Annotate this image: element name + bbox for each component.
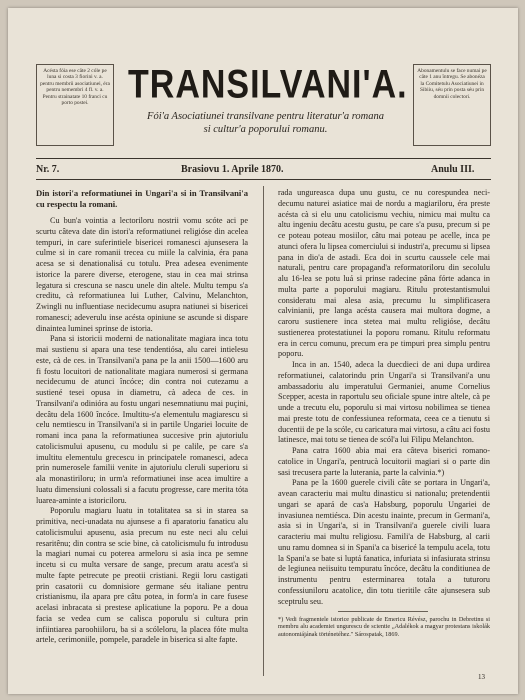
rule-bottom: [36, 179, 491, 180]
masthead: [8, 8, 518, 158]
paragraph: Pana si istoricii moderni de nationalitate magiara inca totu mai sustienu si apara una tese tendentiósa, alu carei intielesu este, cà de ces. in Transilvani'a pana pe la anii 1500—1600 aru fi fostu locuitori de nationalitate magiara numerosi si germana necidecumu de atunci încóce; din contra noi cutezamu a sustiené tesei opusa in diametru, cà adeca de ces. in Transilvani'a odinióra au fostu ungari nesemnatiunu mai puçini, decâtu dela 1600 încóce. Imultitu-s'a elementulu magiarescu si celu nemtiescu in Transilvani'a si in partile Ungariei locuite de romani inca pana la reformatiunea succesive prin ajutoriulu catolicismului apusenu, cu modulu si pe calile, pe care s'a imultitu elementulu grecescu in principatele romanesci, adeca prin numerosele familii venite in ajutoriulu cleruli superioru si ala monastiriloru; in urm'a reformatiunei inse acea imultire a luatu dimensiuni colossali si a facutu progresse, care merita tóta luarea-aminte a istoriciloru.: [36, 334, 248, 505]
paragraph: rada ungureasca dupa unu gustu, ce nu corespundea neci-decumu naturei asiatice mai de nordu a magiariloru, éra preste acésta cà si elu unu catolicismu vechiu, nimicu mai multu ca altu ingeniu decâtu acestu gustu, pe care s'a pusu, precum si pe ce poteau poteau mosiilor, câtu mai poteau pe acelle, inca pe atunci ofera lu lipsea comerciului si industri'a, precumu si lipsea pana in dio'a de astadi. Eca doi in scurtu caussele cele mai naturali, pentru care propagand'a reformatoriloru din secolulu alu 16-lea se potu luá si prinse radecine pâna fórte adanca in multa parte a poporului magiaru. Ritulu protestantismului consideratu mai alesa asia, precumu lu simplificasera calvinianii, pre langa acésta causera mai multora dogme, a caroru sustienere inca stetea mai multu religióse, decâtu sustienerea protestatiunei la poporu romanu. Ritulu reformatu era in cercu comunu, precum era pe timpuri prea simplu pentru poporu.: [278, 188, 490, 359]
paragraph: Pana pe la 1600 guerele civili câte se portara in Ungari'a, avean caracteriu mai multu dinasticu si nationalu; pretendentii ungari se apará de cas'a Habsburg, poporulu Ungariei de invasiunea nemtiésca. Din acestu inainte, precum in Germani'a, asia si in Ungari'a, si in Transilvani'a guerele civili luara caracteriu mai multu religiosu. Famili'a de Habsburg, al carii unu ramu domnea si in Spani'a ca bisericé la tempulu acela, totu la Spani'a se bate si luptá fanatica, infuriata si infasiurata strinsu de legiunea neiisuitu tempuratu încóce, decâtu la conditiunea de instrumentu pentru esterminarea totala a tuturoru confessiuniloru acatolice, din totu tieritile câte ajunsesera sub sceptrulu seu.: [278, 478, 490, 606]
paragraph: Poporulu magiaru luatu in totalitatea sa si in starea sa primitiva, neci-unadata nu ajunsese a fi aparatoriu fanaticu alu catolicismului apusenu, asia precum nu este neci alu celui resaritênu; din contra se scie bine, cà catolicismulu fu introdusu la magiari numai cu poterea armeloru si asia inca pe semne incetu si cu multa versare de sange, precum aratu acest'a si multe fapte petrecute pe preotii cristiani. Regii loru castigati prin casatorii cu domnisiore germane séu italiane pentru cristianismu, ila apara pre câtu potea, in form'a in care fusese acelasi inbracata si prestese aplicatiune la poporu. Pe a doua facia se vedea cum se calisca poporulu si cultura prin infiintiarea paroohiiloru, ba si a scóleloru, la placea fóte multa artele, cerimoniile, pompele, paradele in biserica si alte fapte.: [36, 506, 248, 645]
footnote-rule: [338, 611, 428, 612]
column-divider: [263, 186, 264, 676]
issue-number: Nr. 7.: [36, 164, 60, 175]
footnote: *) Vedi fragmentele istorice publicate de Emericu Révész, parochu in Debretinu si membru alu academiei ungurescu de scientie „Adalékok a magyar protestans iskolák autonomiájának történetéhez." Sárospatak, 1869.: [278, 616, 490, 638]
rule-top: [36, 158, 491, 159]
paragraph: Inca in an. 1540, adeca la duecdieci de ani dupa urdirea reformatiunei, calatorindu prin Ungari'a si Transilvani'a unu ambassadoriu alu imperatului Germaniei, anume Cornelius Scepper, acesta in raportulu seu oficiale spune intre altele, cà pe unde a trecutu elu, poporulu si mai virtosu nobilimea se tienea mai preste totu de confessiunea reformata, ceea ce a tienutu si ducentii de pe la scóle, cu caricatura mai virtosu, a câtu aci fostu latinesce, mai totu se tienea de scól'a lui Filipu Melanchton.: [278, 360, 490, 445]
article-heading: Din istori'a reformatiunei in Ungari'a si in Transilvani'a cu respectu la romani.: [36, 188, 248, 209]
page-number: 13: [478, 673, 485, 681]
subscription-box-right: Abonamentulu se face numai pe câte 1 anu întregu. Se abonéza la Comitetulu Asociatiunei in Sibiiu, séu prin posta séu prin domnii colectori.: [413, 64, 491, 146]
newspaper-title: TRANSILVANI'A.: [128, 62, 408, 107]
newspaper-page: [8, 8, 518, 694]
paragraph: Cu bun'a vointia a lectoriloru nostrii vomu scóte aci pe scurtu câteva date din istori'a reformatiunei religióse din acelea tempuri, in care suferintiele bisericei romanesci ajunsesera la culme si in care romanii trecea cu miile la calvinia, éra pana acesa se si denationalisá cu totulu. Prea adesea evenimente istorice la parere diverse, eterogene, stau in cea mai strinsa legatura si crescuna se nascu unele din altele. Multu tempu s'a creditu, cà reformatiunea lui Luther, Calvinu, Melanchton, Zwingli nu influentiase necidecumu asupra natiunei si bisericei romanesci; adeverulu inse acésta opiniune se ascunde si dispare dinaintea luminei sprinse de istoria.: [36, 216, 248, 333]
subscription-box-left: Acésta fóia ese câte 2 cóle pe luna si costa 3 fiorini v. a. pentru membrii asociatiunei, éra pentru nemembri 4 fl. v. a. Pentru strainatate 10 franci cu porto postei.: [36, 64, 114, 146]
subtitle-line-2: si cultur'a poporului romanu.: [203, 124, 328, 135]
issue-place-date: Brasiovu 1. Aprile 1870.: [181, 164, 284, 175]
issue-year: Anulu III.: [431, 164, 475, 175]
paragraph: [278, 607, 490, 608]
newspaper-subtitle: [128, 110, 403, 136]
column-left: [36, 188, 248, 646]
paragraph: Pana catra 1600 abia mai era câteva biserici romano-catolice in Ungari'a, pentrucà locuitorii magiari si o parte din sasi trecusera parte la luterania, parte la calvinia.*): [278, 446, 490, 477]
column-right: [278, 188, 490, 608]
subtitle-line-1: Fói'a Asociatiunei transilvane pentru literatur'a romana: [147, 111, 384, 122]
issue-info-bar: [36, 162, 491, 178]
